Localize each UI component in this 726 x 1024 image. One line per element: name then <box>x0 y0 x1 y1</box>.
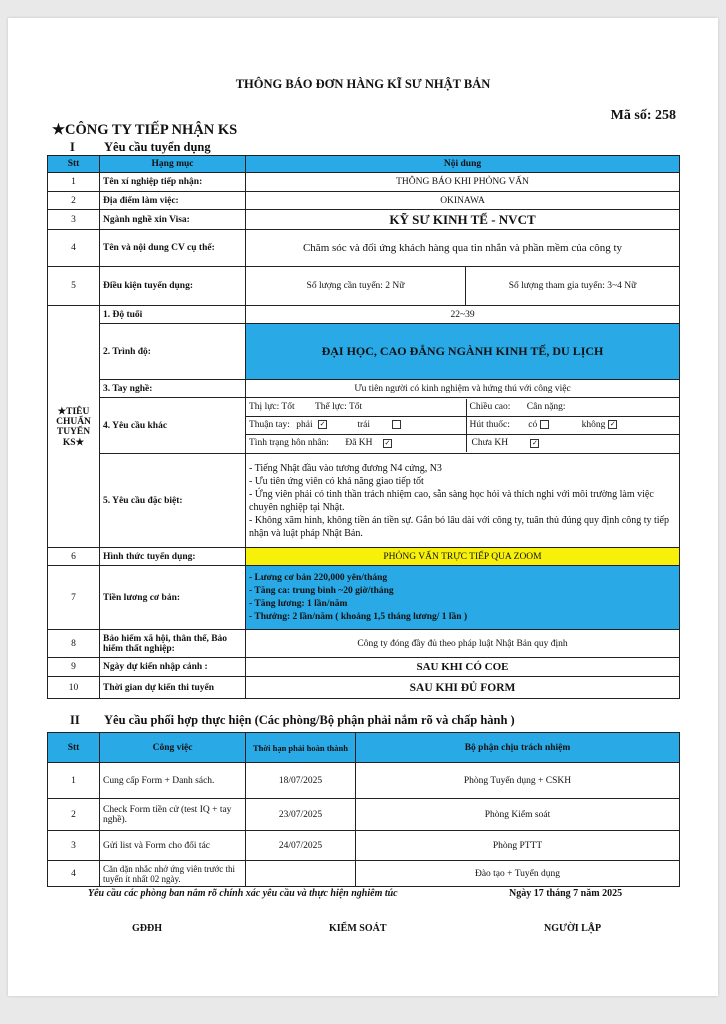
row-9-item: Ngày dự kiến nhập cảnh : <box>100 658 246 677</box>
smoking-label: Hút thuốc: <box>469 420 510 430</box>
weight-label: Cân nặng: <box>526 402 566 413</box>
row-6-item: Hình thức tuyển dụng: <box>100 548 246 566</box>
header-stt: Stt <box>48 156 100 173</box>
row-1-content: THÔNG BÁO KHI PHỎNG VẤN <box>246 173 680 192</box>
row-8-stt: 8 <box>48 630 100 658</box>
section-1-heading <box>70 140 211 155</box>
salary-line-3: - Tăng lương: 1 lần/năm <box>249 598 348 609</box>
row-1-item: Tên xí nghiệp tiếp nhận: <box>100 173 246 192</box>
row-10-item: Thời gian dự kiến thi tuyển <box>100 677 246 699</box>
order-code: Mã số: 258 <box>610 108 676 123</box>
row-4-stt: 4 <box>48 230 100 267</box>
married-label: Đã KH <box>345 438 373 449</box>
footer-date: Ngày 17 tháng 7 năm 2025 <box>509 888 623 899</box>
criteria-education-content: ĐẠI HỌC, CAO ĐẲNG NGÀNH KINH TẾ, DU LỊCH <box>246 324 680 380</box>
company-heading: ★CÔNG TY TIẾP NHẬN KS <box>52 122 238 138</box>
row-5-quota: Số lượng cần tuyển: 2 Nữ <box>246 267 466 306</box>
recruitment-table <box>47 155 680 699</box>
marital-label: Tình trạng hôn nhân: <box>249 438 329 449</box>
t2-row-2-deadline: 23/07/2025 <box>246 799 356 831</box>
row-10-stt: 10 <box>48 677 100 699</box>
eyesight-physical-cell <box>246 399 466 416</box>
row-7-content <box>246 566 680 630</box>
t2-header-stt: Stt <box>48 733 100 763</box>
t2-row-2-stt: 2 <box>48 799 100 831</box>
smoking-no-checkbox[interactable]: ✓ <box>609 420 616 429</box>
row-7-item: Tiền lương cơ bản: <box>100 566 246 630</box>
single-label: Chưa KH <box>471 438 509 449</box>
row-4-content: Chăm sóc và đối ứng khách hàng qua tin nhắn và phần mềm của công ty <box>246 230 680 267</box>
section-2-title: Yêu cầu phối hợp thực hiện (Các phòng/Bộ phận phải nắm rõ và chấp hành ) <box>104 713 515 727</box>
header-content: Nội dung <box>246 156 680 173</box>
row-9-stt: 9 <box>48 658 100 677</box>
section-1-title: Yêu cầu tuyển dụng <box>104 140 211 154</box>
right-hand-checkbox[interactable]: ✓ <box>319 420 326 429</box>
t2-row-4-dept: Đào tạo + Tuyển dụng <box>356 861 680 887</box>
row-5-stt: 5 <box>48 267 100 306</box>
t2-row-2-task: Check Form tiền cử (test IQ + tay nghề). <box>100 799 246 831</box>
left-hand-checkbox[interactable] <box>392 420 401 429</box>
criteria-special-content <box>246 454 680 548</box>
special-line-4: - Không xăm hình, không tiền án tiền sự. Gắn bó lâu dài với công ty, tuân thủ đúng quy định công ty tiếp nhận và luật pháp Nhật Bản. <box>249 514 669 539</box>
marital-cell <box>246 434 466 452</box>
section-1-number: I <box>70 140 75 154</box>
t2-row-4-task: Căn dặn nhắc nhở ứng viên trước thi tuyển ít nhất 02 ngày. <box>100 861 246 887</box>
t2-row-4-deadline <box>246 861 356 887</box>
criteria-age-item: 1. Độ tuổi <box>100 306 246 324</box>
special-line-1: - Tiếng Nhật đầu vào tương đương N4 cứng, N3 <box>249 462 442 474</box>
married-checkbox[interactable]: ✓ <box>384 438 391 447</box>
salary-line-1: - Lương cơ bản 220,000 yên/tháng <box>249 572 388 583</box>
smoking-cell <box>466 416 680 434</box>
single-cell <box>466 434 680 452</box>
section-2-heading <box>70 713 515 728</box>
height-weight-cell <box>466 399 680 416</box>
criteria-special-item: 5. Yêu cầu đặc biệt: <box>100 454 246 548</box>
footer-note: Yêu cầu các phòng ban nắm rõ chính xác yêu cầu và thực hiện nghiêm túc <box>88 888 398 899</box>
t2-row-4-stt: 4 <box>48 861 100 887</box>
signature-director: GĐĐH <box>132 923 162 934</box>
row-2-item: Địa điểm làm việc: <box>100 192 246 210</box>
row-8-content: Công ty đóng đầy đủ theo pháp luật Nhật Bản quy định <box>246 630 680 658</box>
eyesight-label: Thị lực: Tốt <box>249 402 295 413</box>
document-title: THÔNG BÁO ĐƠN HÀNG KĨ SƯ NHẬT BẢN <box>235 77 491 91</box>
signature-preparer: NGƯỜI LẬP <box>544 923 602 934</box>
salary-line-2: - Tăng ca: trung bình ~20 giờ/tháng <box>249 585 394 596</box>
criteria-other-item: 4. Yêu cầu khác <box>100 398 246 454</box>
t2-header-deadline: Thời hạn phải hoàn thành <box>246 733 356 763</box>
single-checkbox[interactable]: ✓ <box>532 438 538 447</box>
row-7-stt: 7 <box>48 566 100 630</box>
row-2-stt: 2 <box>48 192 100 210</box>
t2-row-1-task: Cung cấp Form + Danh sách. <box>100 763 246 799</box>
coordination-table <box>47 732 680 887</box>
smoking-yes-label: có <box>528 420 538 430</box>
row-8-item: Bảo hiểm xã hội, thân thể, Bảo hiểm thất nghiệp: <box>100 630 246 658</box>
t2-header-dept: Bộ phận chịu trách nhiệm <box>356 733 680 763</box>
row-3-item: Ngành nghề xin Visa: <box>100 210 246 230</box>
handedness-cell <box>246 416 466 434</box>
row-1-stt: 1 <box>48 173 100 192</box>
row-10-content: SAU KHI ĐỦ FORM <box>246 677 680 699</box>
left-hand-label: trái <box>357 420 371 430</box>
criteria-skill-content: Ưu tiên người có kinh nghiệm và hứng thú với công việc <box>246 380 680 398</box>
t2-row-1-deadline: 18/07/2025 <box>246 763 356 799</box>
special-line-2: - Ưu tiên ứng viên có khả năng giao tiếp tốt <box>249 475 424 487</box>
criteria-education-item: 2. Trình độ: <box>100 324 246 380</box>
other-requirements-grid <box>246 399 680 452</box>
physical-label: Thể lực: Tốt <box>314 402 363 413</box>
criteria-skill-item: 3. Tay nghề: <box>100 380 246 398</box>
salary-line-4: - Thưởng: 2 lần/năm ( khoảng 1,5 tháng lương/ 1 lần ) <box>249 611 468 622</box>
t2-row-2-dept: Phòng Kiểm soát <box>356 799 680 831</box>
row-2-content: OKINAWA <box>246 192 680 210</box>
criteria-label: ★TIÊU CHUẨN TUYỂN KS★ <box>48 306 100 548</box>
criteria-age-content: 22~39 <box>246 306 680 324</box>
section-2-number: II <box>70 713 80 727</box>
t2-row-1-stt: 1 <box>48 763 100 799</box>
t2-row-3-task: Gửi list và Form cho đối tác <box>100 831 246 861</box>
signature-control: KIỂM SOÁT <box>329 923 387 934</box>
right-hand-label: phải <box>296 420 313 430</box>
row-9-content: SAU KHI CÓ COE <box>246 658 680 677</box>
header-item: Hạng mục <box>100 156 246 173</box>
t2-row-3-deadline: 24/07/2025 <box>246 831 356 861</box>
row-6-content: PHỎNG VẤN TRỰC TIẾP QUA ZOOM <box>246 548 680 566</box>
t2-row-3-dept: Phòng PTTT <box>356 831 680 861</box>
height-label: Chiều cao: <box>469 402 511 413</box>
row-3-stt: 3 <box>48 210 100 230</box>
special-line-3: - Ứng viên phải có tinh thần trách nhiệm cao, sẵn sàng học hỏi và thích nghi với môi trường làm việc chuyên nghiệp tại Nhật. <box>249 488 654 513</box>
row-4-item: Tên và nội dung CV cụ thể: <box>100 230 246 267</box>
handedness-label: Thuận tay: <box>249 420 290 430</box>
row-6-stt: 6 <box>48 548 100 566</box>
smoking-no-label: không <box>581 420 606 430</box>
smoking-yes-checkbox[interactable] <box>540 420 549 429</box>
row-3-content: KỸ SƯ KINH TẾ - NVCT <box>246 210 680 230</box>
row-5-item: Điều kiện tuyển dụng: <box>100 267 246 306</box>
t2-row-3-stt: 3 <box>48 831 100 861</box>
t2-header-task: Công việc <box>100 733 246 763</box>
row-5-participants: Số lượng tham gia tuyển: 3~4 Nữ <box>466 267 680 306</box>
t2-row-1-dept: Phòng Tuyển dụng + CSKH <box>356 763 680 799</box>
criteria-other-content <box>246 398 680 454</box>
